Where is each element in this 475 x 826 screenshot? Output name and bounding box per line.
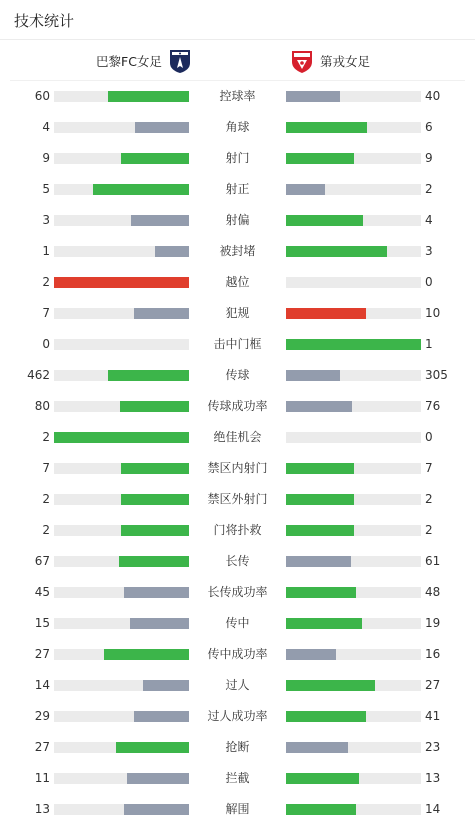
stat-label: 射门 [225, 151, 250, 165]
away-bar-fill [286, 370, 340, 381]
away-bar-track [286, 91, 421, 102]
stat-label: 过人成功率 [207, 709, 268, 723]
home-bar-track [54, 401, 189, 412]
home-value: 2 [42, 430, 50, 444]
away-value: 2 [425, 523, 433, 537]
away-bar-track [286, 680, 421, 691]
away-value: 61 [425, 554, 441, 568]
away-bar-fill [286, 184, 325, 195]
away-value: 7 [425, 461, 433, 475]
stat-row [0, 422, 475, 453]
away-bar-track [286, 618, 421, 629]
stats-list [0, 81, 475, 825]
stat-row [0, 701, 475, 732]
away-team-logo-icon [290, 48, 314, 74]
stat-label: 禁区内射门 [207, 461, 268, 475]
away-value: 2 [425, 492, 433, 506]
away-value: 9 [425, 151, 433, 165]
home-bar-track [54, 494, 189, 505]
home-value: 1 [42, 244, 50, 258]
home-bar-fill [124, 804, 189, 815]
home-bar-track [54, 742, 189, 753]
stat-label: 长传成功率 [207, 585, 268, 599]
home-bar-fill [155, 246, 189, 257]
home-bar-track [54, 432, 189, 443]
home-team-logo-icon [168, 48, 192, 74]
stat-label: 角球 [225, 120, 250, 134]
home-team-name: 巴黎FC女足 [96, 54, 162, 69]
stat-row [0, 174, 475, 205]
home-bar-track [54, 339, 189, 350]
home-value: 13 [34, 802, 50, 816]
home-value: 7 [42, 461, 50, 475]
stat-label: 拦截 [225, 771, 250, 785]
stat-label: 传中 [225, 616, 250, 630]
home-value: 27 [34, 740, 50, 754]
away-bar-fill [286, 804, 356, 815]
away-value: 76 [425, 399, 441, 413]
away-value: 0 [425, 430, 433, 444]
away-bar-track [286, 246, 421, 257]
away-bar-fill [286, 525, 354, 536]
stat-row [0, 794, 475, 825]
stat-label: 绝佳机会 [213, 430, 262, 444]
home-value: 5 [42, 182, 50, 196]
away-bar-fill [286, 556, 351, 567]
home-value: 2 [42, 492, 50, 506]
away-bar-fill [286, 339, 421, 350]
home-bar-track [54, 370, 189, 381]
away-value: 27 [425, 678, 441, 692]
home-value: 3 [42, 213, 50, 227]
away-value: 19 [425, 616, 441, 630]
stat-row [0, 453, 475, 484]
away-bar-track [286, 587, 421, 598]
home-bar-track [54, 680, 189, 691]
home-bar-fill [134, 308, 189, 319]
stat-label: 击中门框 [213, 337, 262, 351]
away-value: 10 [425, 306, 441, 320]
home-value: 67 [34, 554, 50, 568]
stat-row [0, 639, 475, 670]
home-bar-fill [121, 525, 189, 536]
away-bar-track [286, 401, 421, 412]
away-bar-track [286, 649, 421, 660]
home-team[interactable] [96, 41, 192, 81]
away-team-name: 第戎女足 [320, 54, 371, 69]
home-value: 2 [42, 275, 50, 289]
away-bar-fill [286, 680, 375, 691]
away-bar-track [286, 339, 421, 350]
stat-row [0, 515, 475, 546]
home-bar-fill [119, 556, 189, 567]
home-bar-fill [130, 618, 189, 629]
home-bar-track [54, 122, 189, 133]
home-bar-fill [108, 91, 189, 102]
home-bar-fill [121, 463, 189, 474]
home-value: 60 [34, 89, 50, 103]
stat-row [0, 298, 475, 329]
stat-label: 控球率 [219, 89, 256, 103]
away-bar-fill [286, 587, 356, 598]
away-value: 23 [425, 740, 441, 754]
home-bar-fill [116, 742, 189, 753]
stat-label: 射偏 [225, 213, 250, 227]
home-bar-fill [54, 432, 189, 443]
home-bar-fill [120, 401, 189, 412]
away-value: 1 [425, 337, 433, 351]
away-bar-fill [286, 122, 367, 133]
away-value: 13 [425, 771, 441, 785]
away-bar-track [286, 122, 421, 133]
away-value: 0 [425, 275, 433, 289]
away-value: 305 [425, 368, 448, 382]
home-value: 27 [34, 647, 50, 661]
stat-row [0, 546, 475, 577]
away-bar-track [286, 773, 421, 784]
home-bar-track [54, 773, 189, 784]
away-value: 16 [425, 647, 441, 661]
home-bar-track [54, 463, 189, 474]
away-bar-fill [286, 463, 354, 474]
home-bar-track [54, 184, 189, 195]
stat-label: 被封堵 [219, 244, 256, 258]
away-bar-fill [286, 246, 387, 257]
home-bar-track [54, 711, 189, 722]
away-value: 4 [425, 213, 433, 227]
stat-row [0, 360, 475, 391]
page-header [0, 0, 475, 40]
away-bar-track [286, 804, 421, 815]
away-value: 41 [425, 709, 441, 723]
away-bar-track [286, 215, 421, 226]
home-value: 14 [34, 678, 50, 692]
away-bar-track [286, 153, 421, 164]
away-bar-fill [286, 91, 340, 102]
teams-header [10, 41, 465, 81]
stat-row [0, 608, 475, 639]
stat-row [0, 577, 475, 608]
stat-label: 解围 [225, 802, 250, 816]
stat-label: 传中成功率 [207, 647, 268, 661]
home-bar-track [54, 153, 189, 164]
home-value: 80 [34, 399, 50, 413]
stat-row [0, 329, 475, 360]
away-bar-fill [286, 153, 354, 164]
page-title: 技术统计 [14, 12, 75, 30]
home-bar-fill [124, 587, 189, 598]
away-bar-track [286, 184, 421, 195]
home-value: 2 [42, 523, 50, 537]
home-value: 29 [34, 709, 50, 723]
home-bar-track [54, 525, 189, 536]
home-bar-fill [127, 773, 189, 784]
stat-row [0, 763, 475, 794]
stat-label: 传球 [225, 368, 250, 382]
home-value: 4 [42, 120, 50, 134]
home-value: 11 [34, 771, 50, 785]
stat-label: 传球成功率 [207, 399, 268, 413]
away-bar-fill [286, 618, 362, 629]
away-value: 14 [425, 802, 441, 816]
home-bar-track [54, 277, 189, 288]
home-bar-fill [121, 494, 189, 505]
home-bar-fill [93, 184, 189, 195]
stat-row [0, 391, 475, 422]
stat-label: 门将扑救 [213, 523, 262, 537]
away-bar-track [286, 463, 421, 474]
stat-label: 射正 [225, 182, 250, 196]
stat-row [0, 81, 475, 112]
stat-row [0, 236, 475, 267]
away-bar-fill [286, 401, 352, 412]
home-bar-track [54, 618, 189, 629]
home-bar-track [54, 556, 189, 567]
home-bar-fill [135, 122, 189, 133]
home-bar-fill [143, 680, 189, 691]
home-bar-fill [131, 215, 189, 226]
stat-row [0, 670, 475, 701]
away-bar-fill [286, 649, 336, 660]
away-team[interactable] [290, 41, 370, 81]
home-value: 9 [42, 151, 50, 165]
stat-row [0, 267, 475, 298]
home-value: 462 [27, 368, 50, 382]
home-bar-fill [54, 277, 189, 288]
home-bar-track [54, 649, 189, 660]
home-bar-fill [134, 711, 189, 722]
away-bar-track [286, 432, 421, 443]
away-bar-track [286, 525, 421, 536]
stat-label: 犯规 [225, 306, 250, 320]
stat-label: 抢断 [225, 740, 250, 754]
home-value: 15 [34, 616, 50, 630]
away-value: 3 [425, 244, 433, 258]
stat-row [0, 112, 475, 143]
home-bar-track [54, 804, 189, 815]
away-bar-fill [286, 711, 366, 722]
away-bar-fill [286, 773, 359, 784]
away-bar-track [286, 370, 421, 381]
away-value: 2 [425, 182, 433, 196]
stat-row [0, 484, 475, 515]
stat-label: 过人 [225, 678, 250, 692]
away-bar-fill [286, 494, 354, 505]
home-value: 45 [34, 585, 50, 599]
stat-label: 禁区外射门 [207, 492, 268, 506]
away-bar-track [286, 556, 421, 567]
home-value: 0 [42, 337, 50, 351]
away-bar-track [286, 494, 421, 505]
stat-label: 长传 [225, 554, 250, 568]
home-bar-fill [121, 153, 189, 164]
stat-row [0, 143, 475, 174]
away-bar-fill [286, 308, 366, 319]
away-bar-track [286, 742, 421, 753]
home-bar-track [54, 308, 189, 319]
away-bar-fill [286, 742, 348, 753]
away-bar-track [286, 277, 421, 288]
stat-row [0, 205, 475, 236]
home-bar-track [54, 215, 189, 226]
home-bar-track [54, 91, 189, 102]
home-bar-fill [108, 370, 189, 381]
stat-row [0, 732, 475, 763]
away-bar-fill [286, 215, 363, 226]
away-value: 40 [425, 89, 441, 103]
away-value: 48 [425, 585, 441, 599]
away-bar-track [286, 308, 421, 319]
stat-label: 越位 [225, 275, 250, 289]
home-value: 7 [42, 306, 50, 320]
away-value: 6 [425, 120, 433, 134]
home-bar-track [54, 246, 189, 257]
home-bar-fill [104, 649, 189, 660]
home-bar-track [54, 587, 189, 598]
away-bar-track [286, 711, 421, 722]
